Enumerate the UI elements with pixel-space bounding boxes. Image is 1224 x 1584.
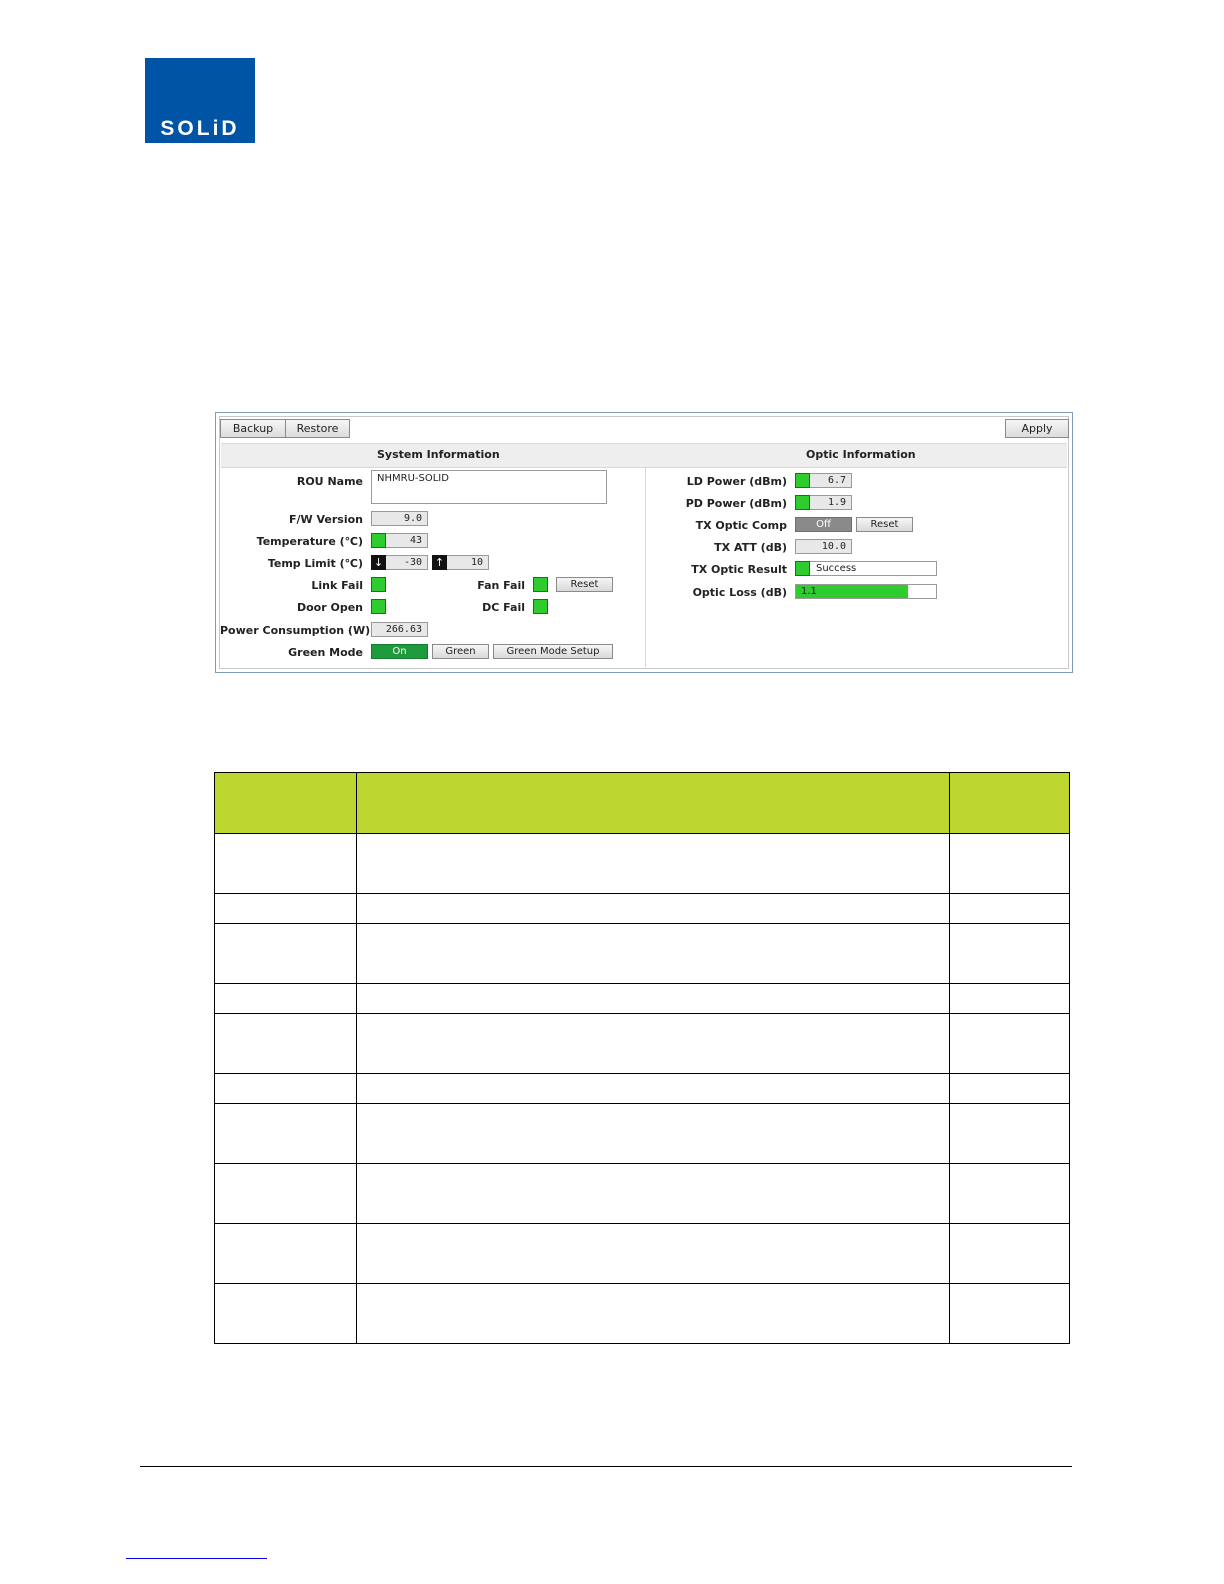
optic-loss-value: 1.1 xyxy=(801,586,817,597)
fw-version-label: F/W Version xyxy=(289,513,363,526)
footer-divider xyxy=(140,1466,1072,1467)
table-row xyxy=(215,894,1070,924)
table-row xyxy=(215,1074,1070,1104)
tx-att-value: 10.0 xyxy=(795,539,852,554)
table-row xyxy=(215,1104,1070,1164)
tx-optic-result-label: TX Optic Result xyxy=(691,563,787,576)
fan-reset-button[interactable]: Reset xyxy=(556,577,613,592)
table-row xyxy=(215,1284,1070,1344)
backup-button[interactable]: Backup xyxy=(220,419,286,438)
pd-power-label: PD Power (dBm) xyxy=(685,497,787,510)
link-fail-label: Link Fail xyxy=(311,579,363,592)
fan-fail-led xyxy=(533,577,548,592)
table-row xyxy=(215,834,1070,894)
tx-optic-comp-toggle[interactable]: Off xyxy=(795,517,852,532)
tx-optic-result-led xyxy=(795,561,810,576)
rou-name-input[interactable]: NHMRU-SOLID xyxy=(371,470,607,504)
green-mode-setup-button[interactable]: Green Mode Setup xyxy=(493,644,613,659)
temperature-value: 43 xyxy=(371,533,428,548)
temperature-label: Temperature (℃) xyxy=(256,535,363,548)
temp-limit-label: Temp Limit (℃) xyxy=(267,557,363,570)
green-button[interactable]: Green xyxy=(432,644,489,659)
arrow-up-icon: ↑ xyxy=(432,555,447,570)
section-header-bar xyxy=(221,443,1067,468)
table-row xyxy=(215,924,1070,984)
temp-limit-low-value: -30 xyxy=(371,555,428,570)
green-mode-on-indicator: On xyxy=(371,644,428,659)
pd-power-value: 1.9 xyxy=(795,495,852,510)
table-row xyxy=(215,1224,1070,1284)
pd-power-led xyxy=(795,495,810,510)
footer-link-underline[interactable] xyxy=(126,1558,267,1559)
link-fail-led xyxy=(371,577,386,592)
tx-optic-comp-reset-button[interactable]: Reset xyxy=(856,517,913,532)
tx-att-label: TX ATT (dB) xyxy=(714,541,787,554)
table-header-row xyxy=(215,773,1070,834)
green-mode-label: Green Mode xyxy=(288,646,363,659)
solid-logo xyxy=(145,58,255,143)
fan-fail-label: Fan Fail xyxy=(477,579,525,592)
temp-limit-high-value: 10 xyxy=(432,555,489,570)
door-open-led xyxy=(371,599,386,614)
optic-loss-label: Optic Loss (dB) xyxy=(692,586,787,599)
tx-optic-result-value: Success xyxy=(795,561,937,576)
ld-power-led xyxy=(795,473,810,488)
power-consumption-label: Power Consumption (W) xyxy=(220,624,371,637)
ld-power-value: 6.7 xyxy=(795,473,852,488)
restore-button[interactable]: Restore xyxy=(285,419,350,438)
system-info-title: System Information xyxy=(377,448,500,461)
dc-fail-led xyxy=(533,599,548,614)
dc-fail-label: DC Fail xyxy=(482,601,525,614)
optic-info-title: Optic Information xyxy=(806,448,916,461)
panel-body xyxy=(219,416,1069,669)
power-consumption-value: 266.63 xyxy=(371,622,428,637)
apply-button[interactable]: Apply xyxy=(1005,419,1069,438)
temperature-status-led xyxy=(371,533,386,548)
table-row xyxy=(215,1014,1070,1074)
optic-loss-bar xyxy=(795,584,937,599)
door-open-label: Door Open xyxy=(296,601,363,614)
ld-power-label: LD Power (dBm) xyxy=(686,475,787,488)
fw-version-value: 9.0 xyxy=(371,511,428,526)
table-row xyxy=(215,1164,1070,1224)
table-row xyxy=(215,984,1070,1014)
rou-status-panel xyxy=(215,412,1073,673)
logo-text: SOLiD xyxy=(160,117,240,140)
arrow-down-icon: ↓ xyxy=(371,555,386,570)
column-divider xyxy=(645,468,646,667)
parameter-table xyxy=(214,772,1070,1344)
rou-name-label: ROU Name xyxy=(296,475,363,488)
tx-optic-comp-label: TX Optic Comp xyxy=(695,519,787,532)
